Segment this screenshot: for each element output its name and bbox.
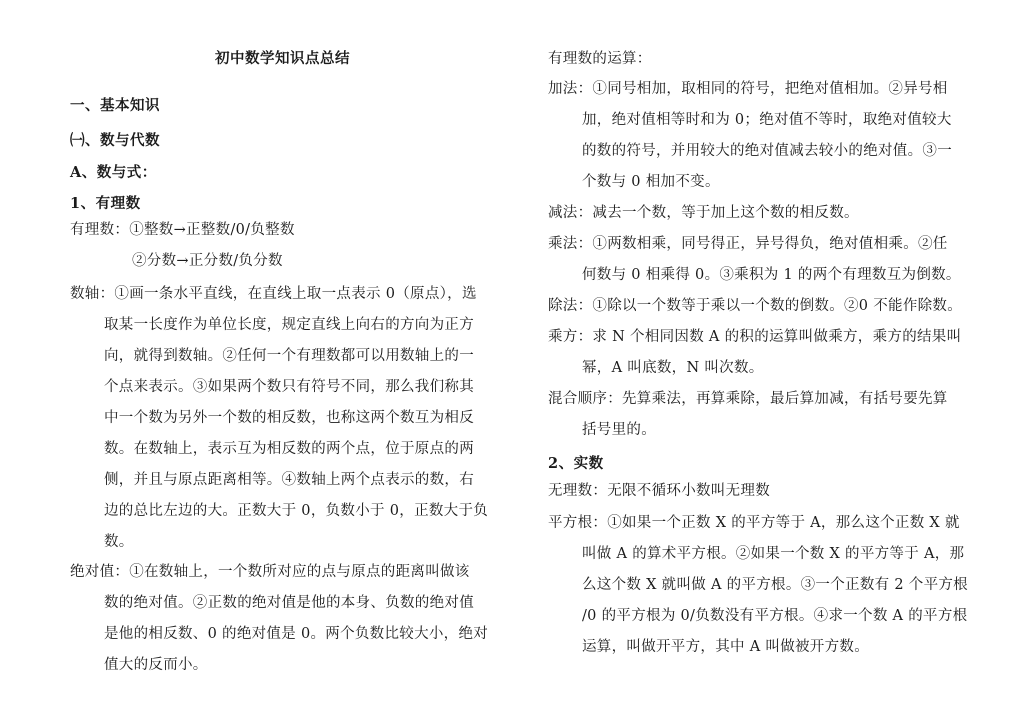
paragraph-line: 除法：①除以一个数等于乘以一个数的倒数。②0 不能作除数。 [548, 298, 963, 314]
number-axis-paragraph [70, 279, 488, 558]
heading-real-numbers: 2、实数 [548, 455, 604, 472]
paragraph-line: 值大的反而小。 [104, 657, 208, 673]
paragraph-line: 无理数：无限不循环小数叫无理数 [548, 483, 770, 499]
paragraph-line: 叫做 A 的算术平方根。②如果一个数 X 的平方等于 A，那 [582, 546, 965, 562]
paragraph-line: 数的绝对值。②正数的绝对值是他的本身、负数的绝对值 [104, 595, 474, 611]
paragraph-line: 平方根：①如果一个正数 X 的平方等于 A，那么这个正数 X 就 [548, 515, 960, 531]
paragraph-line: 减法：减去一个数，等于加上这个数的相反数。 [548, 205, 859, 221]
mixed-order-paragraph [548, 384, 948, 446]
rational-classification [70, 215, 295, 277]
rational-line: 有理数：①整数→正整数/0/负整数 [70, 222, 295, 238]
paragraph-line: 幂，A 叫底数，N 叫次数。 [582, 360, 764, 376]
heading-numbers-expressions: A、数与式： [70, 164, 157, 181]
paragraph-line: 的数的符号，并用较大的绝对值减去较小的绝对值。③一 [582, 143, 952, 159]
paragraph-line: 绝对值：①在数轴上，一个数所对应的点与原点的距离叫做该 [70, 564, 470, 580]
paragraph-line: 是他的相反数、0 的绝对值是 0。两个负数比较大小，绝对 [104, 626, 489, 642]
square-root-paragraph [548, 508, 968, 663]
paragraph-line: 个点来表示。③如果两个数只有符号不同，那么我们称其 [104, 379, 474, 395]
multiplication-paragraph [548, 229, 961, 291]
paragraph-line: 加，绝对值相等时和为 0；绝对值不等时，取绝对值较大 [582, 112, 952, 128]
paragraph-line: 运算，叫做开平方，其中 A 叫做被开方数。 [582, 639, 869, 655]
operations-title [548, 44, 652, 75]
absolute-value-paragraph [70, 557, 488, 681]
division-paragraph [548, 291, 962, 322]
paragraph-line: 乘法：①两数相乘，同号得正，异号得负，绝对值相乘。②任 [548, 236, 948, 252]
paragraph-line: 中一个数为另外一个数的相反数，也称这两个数互为相反 [104, 410, 474, 426]
heading-rational-numbers: 1、有理数 [70, 195, 141, 212]
power-paragraph [548, 322, 961, 384]
paragraph-line: 数。在数轴上，表示互为相反数的两个点，位于原点的两 [104, 441, 474, 457]
paragraph-line: 侧，并且与原点距离相等。④数轴上两个点表示的数，右 [104, 472, 474, 488]
paragraph-line: 乘方：求 N 个相同因数 A 的积的运算叫做乘方，乘方的结果叫 [548, 329, 962, 345]
rational-line: ②分数→正分数/负分数 [132, 253, 283, 269]
paragraph-line: 边的总比左边的大。正数大于 0，负数小于 0，正数大于负 [104, 503, 489, 519]
paragraph-line: /0 的平方根为 0/负数没有平方根。④求一个数 A 的平方根 [582, 608, 968, 624]
paragraph-line: 向，就得到数轴。②任何一个有理数都可以用数轴上的一 [104, 348, 474, 364]
addition-paragraph [548, 74, 952, 198]
paragraph-line: 括号里的。 [582, 422, 656, 438]
paragraph-line: 个数与 0 相加不变。 [582, 174, 720, 190]
heading-basic-knowledge: 一、基本知识 [70, 97, 160, 114]
paragraph-line: 数。 [104, 534, 134, 550]
paragraph-line: 混合顺序：先算乘法，再算乘除，最后算加减，有括号要先算 [548, 391, 948, 407]
irrational-paragraph [548, 476, 770, 507]
heading-numbers-algebra: ㈠、数与代数 [70, 132, 160, 149]
operations-title-text: 有理数的运算： [548, 51, 652, 67]
paragraph-line: 取某一长度作为单位长度，规定直线上向右的方向为正方 [104, 317, 474, 333]
paragraph-line: 么这个数 X 就叫做 A 的平方根。③一个正数有 2 个平方根 [582, 577, 968, 593]
paragraph-line: 何数与 0 相乘得 0。③乘积为 1 的两个有理数互为倒数。 [582, 267, 961, 283]
paragraph-line: 加法：①同号相加，取相同的符号，把绝对值相加。②异号相 [548, 81, 948, 97]
page-title: 初中数学知识点总结 [215, 50, 350, 67]
paragraph-line: 数轴：①画一条水平直线，在直线上取一点表示 0（原点），选 [70, 286, 477, 302]
subtraction-paragraph [548, 198, 859, 229]
